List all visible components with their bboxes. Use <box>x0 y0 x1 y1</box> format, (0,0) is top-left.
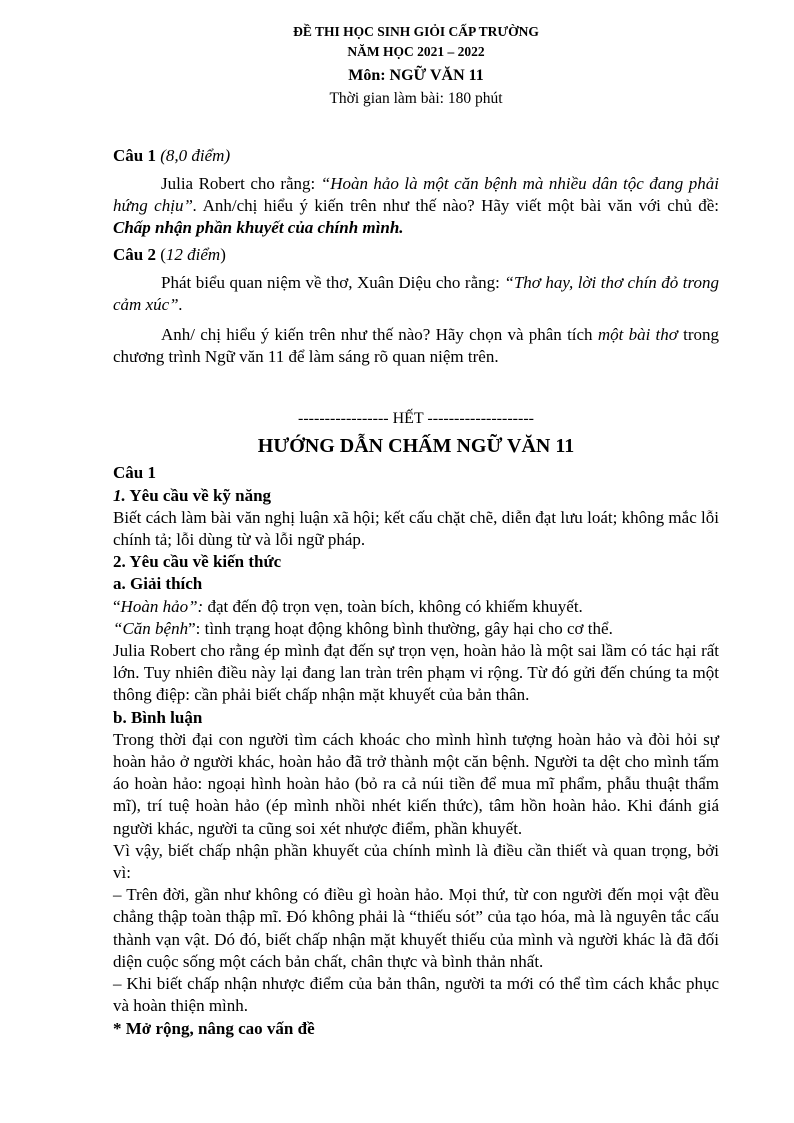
question-1 <box>113 144 719 240</box>
discussion-point-2: – Khi biết chấp nhận nhược điểm của bản thân, người ta mới có thể tìm cách khắc phục và hoàn thiện mình. <box>113 974 719 1016</box>
section-skill-heading: 1. Yêu cầu về kỹ năng <box>113 485 272 505</box>
question-2 <box>113 243 719 369</box>
question-2-heading: Câu 2 (12 điểm) <box>113 244 226 264</box>
discussion-point-1: – Trên đời, gần như không có điều gì hoàn hảo. Mọi thứ, từ con người đến mọi vật đều chẳng thập toàn thập mĩ. Đó không phải là “thiếu sót” của tạo hóa, mà là nguyên tắc cấu thành vạn vật. Dó đó, biết chấp nhận mặt khuyết thiếu của mình và người khác là đã đối diện cuộc sống một cách bản chất, chân thực và bình thản nhất. <box>113 885 719 971</box>
guide-cau-1: Câu 1 <box>113 463 156 483</box>
q2-quote: “Thơ hay, lời thơ chín đỏ trong cảm xúc”. <box>113 272 719 314</box>
exam-page <box>113 22 719 1040</box>
question-1-points: (8,0 điểm) <box>160 146 231 165</box>
discussion-paragraph-2: Vì vậy, biết chấp nhận phần khuyết của chính mình là điều cần thiết và quan trọng, bởi vì: <box>113 840 719 883</box>
question-1-text <box>113 173 719 240</box>
question-2-paragraph-2: Anh/ chị hiểu ý kiến trên như thế nào? Hãy chọn và phân tích một bài thơ trong chương trình Ngữ văn 11 để làm sáng rõ quan niệm trên. <box>113 325 719 367</box>
discussion-paragraph-1: Trong thời đại con người tìm cách khoác cho mình hình tượng hoàn hảo và đòi hỏi sự hoàn hảo ở người khác, hoàn hảo đã trở thành một căn bệnh. Người ta dệt cho mình tấm áo hoàn hảo: ngoại hình hoàn hảo (bỏ ra cả núi tiền để mua mĩ phẩm, phẫu thuật thẩm mĩ), trí tuệ hoàn hảo (ép mình nhồi nhét kiến thức), tâm hồn hoàn hảo. Khi đánh giá người khác, người ta cũng soi xét nhược điểm, phần khuyết. <box>113 729 719 838</box>
grading-guide-title: HƯỚNG DẪN CHẤM NGỮ VĂN 11 <box>257 435 575 458</box>
section-extension-heading: * Mở rộng, nâng cao vấn đề <box>113 1018 315 1038</box>
school-year: NĂM HỌC 2021 – 2022 <box>347 44 485 59</box>
grading-guide <box>113 462 719 1039</box>
explain-summary: Julia Robert cho rằng ép mình đạt đến sự trọn vẹn, hoàn hảo là một sai lầm có tác hại rất lớn. Tuy nhiên điều này lại đang lan tràn trên phạm vi rộng. Từ đó gửi đến chúng ta một thông điệp: cần phải biết chấp nhận mặt khuyết của bản thân. <box>113 641 719 705</box>
question-1-label: Câu 1 <box>113 146 156 165</box>
section-skill-text: Biết cách làm bài văn nghị luận xã hội; kết cấu chặt chẽ, diễn đạt lưu loát; không mắc lỗi chính tả; lỗi dùng từ và lỗi ngữ pháp. <box>113 507 719 550</box>
question-2-points: 12 điểm <box>165 244 221 264</box>
section-discussion-heading: b. Bình luận <box>113 707 203 727</box>
explain-hoan-hao: “Hoàn hảo”: đạt đến độ trọn vẹn, toàn bích, không có khiếm khuyết. <box>113 596 583 616</box>
subject-line: Môn: NGỮ VĂN 11 <box>348 67 484 84</box>
exam-title: ĐỀ THI HỌC SINH GIỎI CẤP TRƯỜNG <box>293 24 539 39</box>
question-2-label: Câu 2 <box>113 244 156 264</box>
explain-can-benh: “Căn bệnh”: tình trạng hoạt động không bình thường, gây hại cho cơ thể. <box>113 618 613 638</box>
question-1-heading <box>113 144 719 167</box>
end-separator: ----------------- HẾT -------------------- <box>298 410 534 428</box>
section-explain-heading: a. Giải thích <box>113 574 203 594</box>
q1-intro: Julia Robert cho rằng: <box>161 174 321 193</box>
q1-prompt: Anh/chị hiểu ý kiến trên như thế nào? Hãy viết một bài văn với chủ đề: <box>197 196 719 216</box>
question-2-paragraph-1: Phát biểu quan niệm về thơ, Xuân Diệu cho rằng: “Thơ hay, lời thơ chín đỏ trong cảm xúc”. <box>113 272 719 314</box>
q1-quote: “Hoàn hảo là một căn bệnh mà nhiều dân tộc đang phải hứng chịu”. <box>113 174 719 216</box>
section-knowledge-heading: 2. Yêu cầu về kiến thức <box>113 552 282 572</box>
time-limit: Thời gian làm bài: 180 phút <box>329 90 503 107</box>
q1-topic: Chấp nhận phần khuyết của chính mình. <box>113 218 404 238</box>
